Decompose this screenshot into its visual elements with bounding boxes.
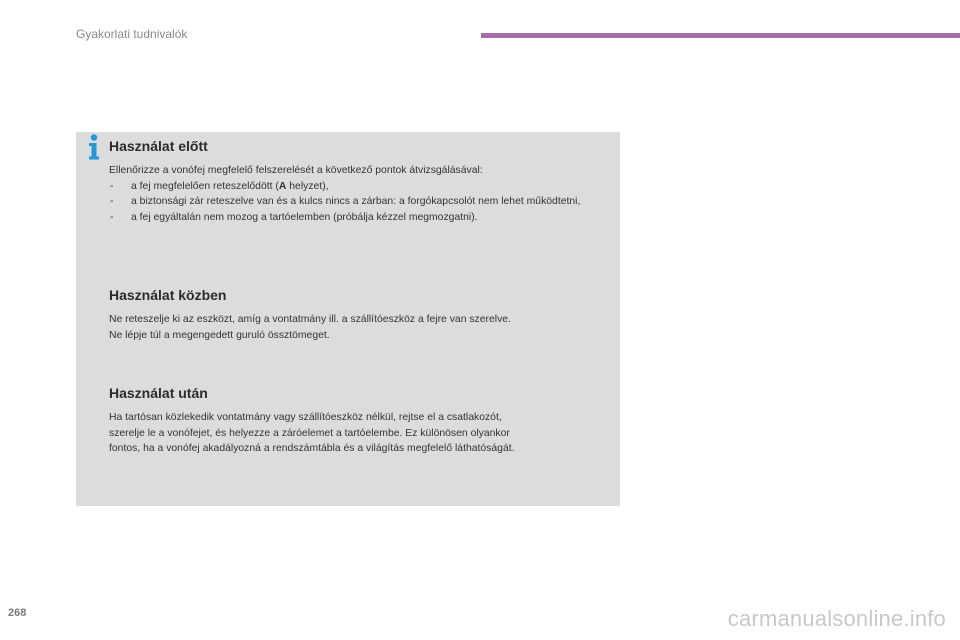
position-label: A <box>278 180 287 192</box>
list-item <box>109 194 609 210</box>
list-text: a fej egyáltalán nem mozog a tartóelemben (próbálja kézzel megmozgatni). <box>131 211 478 223</box>
header-accent-bar <box>481 33 960 38</box>
info-icon <box>84 133 104 161</box>
list-dash: - <box>110 180 114 192</box>
section-intro: Ellenőrizze a vonófej megfelelő felszerelését a következő pontok átvizsgálásával: <box>109 165 483 176</box>
checklist <box>109 179 609 226</box>
list-text: helyzet), <box>286 180 329 192</box>
section-heading: Használat előtt <box>109 138 208 154</box>
section-after-use <box>109 385 609 457</box>
list-text: a biztonsági zár reteszelve van és a kulcs nincs a zárban: a forgókapcsolót nem lehet működtetni, <box>131 196 581 207</box>
list-item <box>109 179 609 195</box>
page-number: 268 <box>8 607 27 619</box>
list-text: a fej megfelelően reteszelődött ( <box>131 180 279 192</box>
paragraph-line: Ne reteszelje ki az eszközt, amíg a vontatmány ill. a szállítóeszköz a fejre van szerelve. <box>109 314 511 325</box>
list-dash: - <box>110 196 114 207</box>
paragraph-line: fontos, ha a vonófej akadályozná a rendszámtábla és a világítás megfelelő láthatóságát. <box>109 443 515 454</box>
section-heading: Használat után <box>109 385 208 401</box>
section-heading: Használat közben <box>109 287 227 303</box>
list-item <box>109 210 609 226</box>
list-dash: - <box>110 211 114 223</box>
paragraph-line: Ha tartósan közlekedik vontatmány vagy szállítóeszköz nélkül, rejtse el a csatlakozót, <box>109 412 502 423</box>
paragraph-line: Ne lépje túl a megengedett guruló össztömeget. <box>109 329 330 341</box>
section-before-use <box>109 138 609 225</box>
page-header-title: Gyakorlati tudnivalók <box>76 27 188 41</box>
paragraph-line: szerelje le a vonófejet, és helyezze a záróelemet a tartóelembe. Ez különösen olyankor <box>109 427 510 439</box>
watermark: carmanualsonline.info <box>727 606 946 631</box>
section-during-use <box>109 287 609 343</box>
